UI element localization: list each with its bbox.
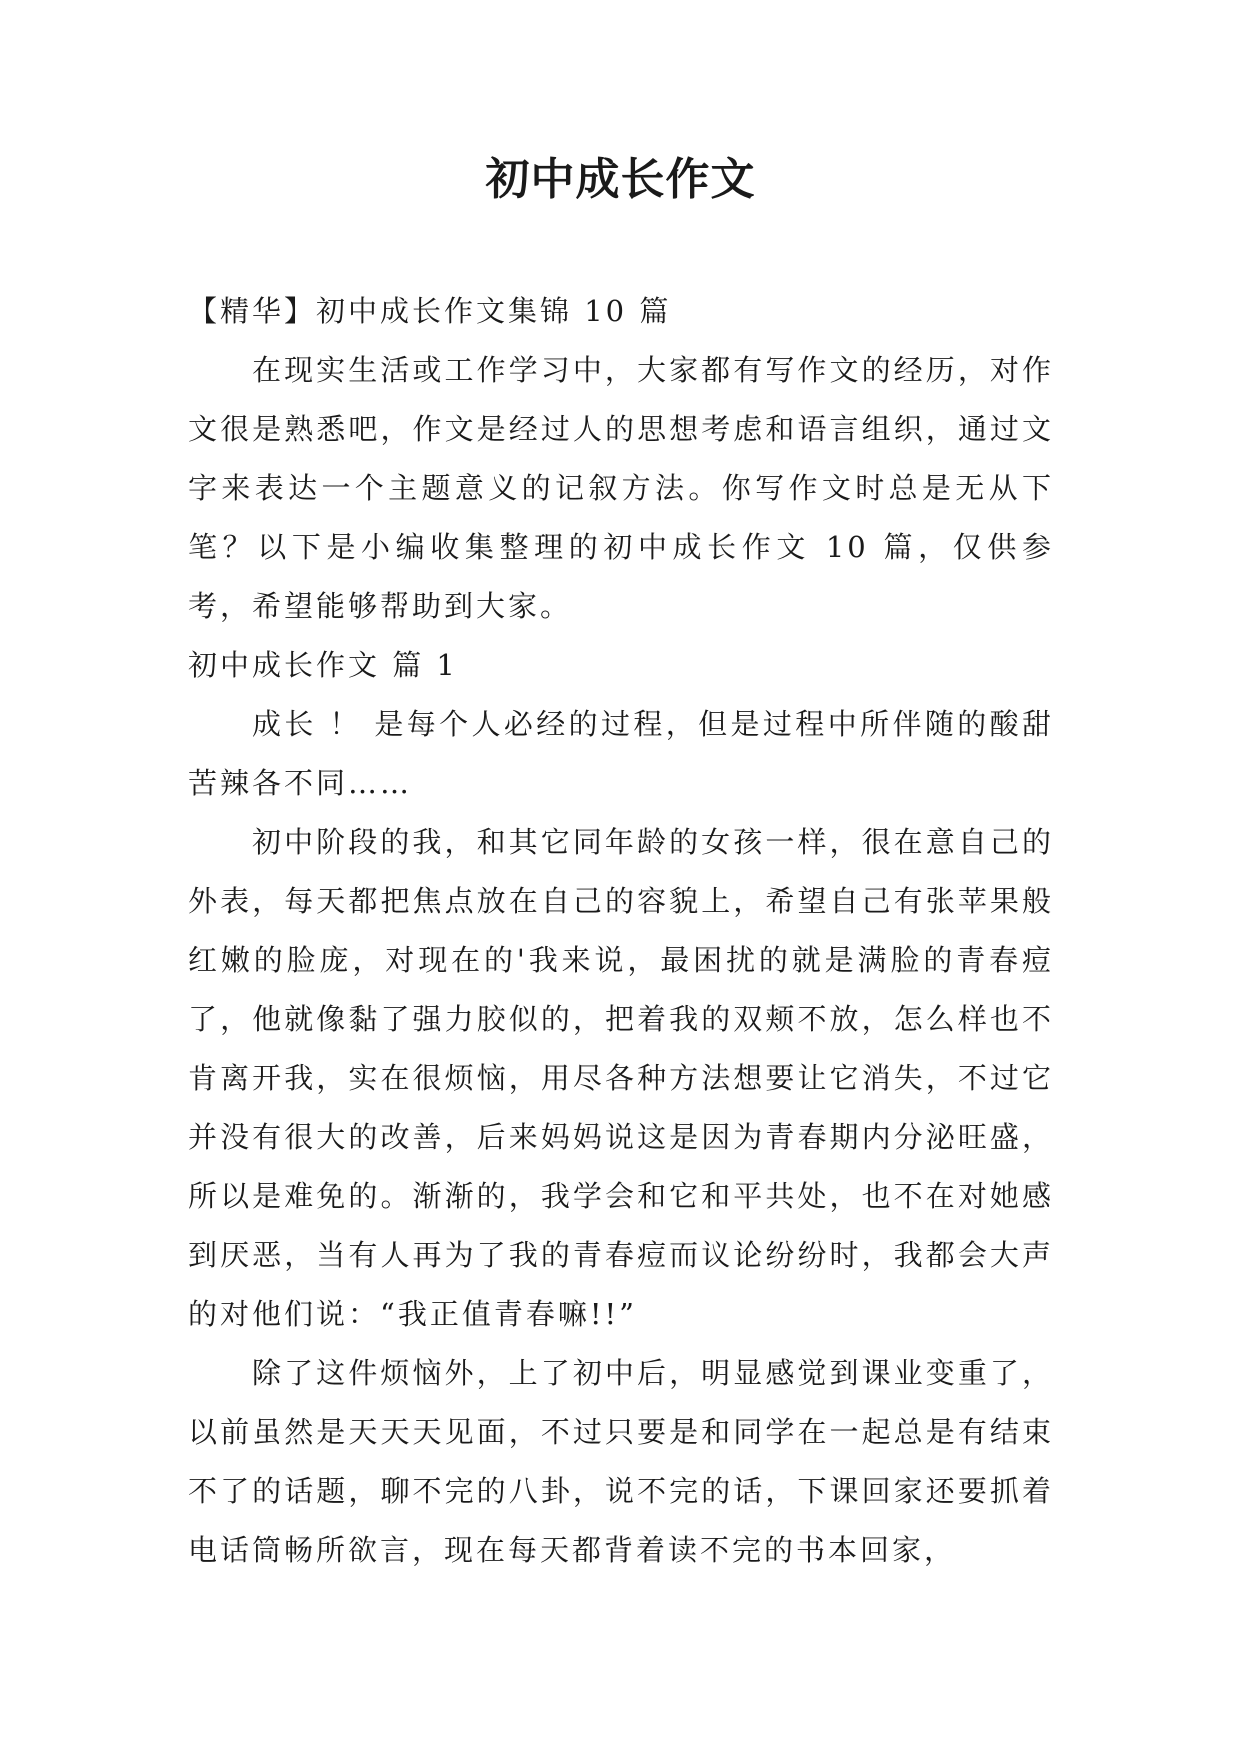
document-body	[188, 282, 1054, 1580]
document-title: 初中成长作文	[485, 154, 756, 205]
essay-heading: 初中成长作文 篇 1	[188, 648, 458, 682]
body-paragraph: 成长 ！ 是每个人必经的过程，但是过程中所伴随的酸甜苦辣各不同……	[188, 707, 1054, 800]
body-paragraph: 除了这件烦恼外，上了初中后，明显感觉到课业变重了，以前虽然是天天天见面，不过只要是和同学在一起总是有结束不了的话题，聊不完的八卦，说不完的话，下课回家还要抓着电话筒畅所欲言，现在每天都背着读不完的书本回家，	[188, 1356, 1054, 1567]
collection-heading: 【精华】初中成长作文集锦 10 篇	[188, 294, 672, 328]
body-paragraph: 初中阶段的我，和其它同年龄的女孩一样，很在意自己的外表，每天都把焦点放在自己的容貌上，希望自己有张苹果般红嫩的脸庞，对现在的'我来说，最困扰的就是满脸的青春痘了，他就像黏了强力胶似的，把着我的双颊不放，怎么样也不肯离开我，实在很烦恼，用尽各种方法想要让它消失，不过它并没有很大的改善，后来妈妈说这是因为青春期内分泌旺盛，所以是难免的。渐渐的，我学会和它和平共处，也不在对她感到厌恶，当有人再为了我的青春痘而议论纷纷时，我都会大声的对他们说：“我正值青春嘛!!”	[188, 825, 1054, 1331]
intro-paragraph: 在现实生活或工作学习中，大家都有写作文的经历，对作文很是熟悉吧，作文是经过人的思想考虑和语言组织，通过文字来表达一个主题意义的记叙方法。你写作文时总是无从下笔？以下是小编收集整理的初中成长作文 10 篇，仅供参考，希望能够帮助到大家。	[188, 353, 1054, 623]
